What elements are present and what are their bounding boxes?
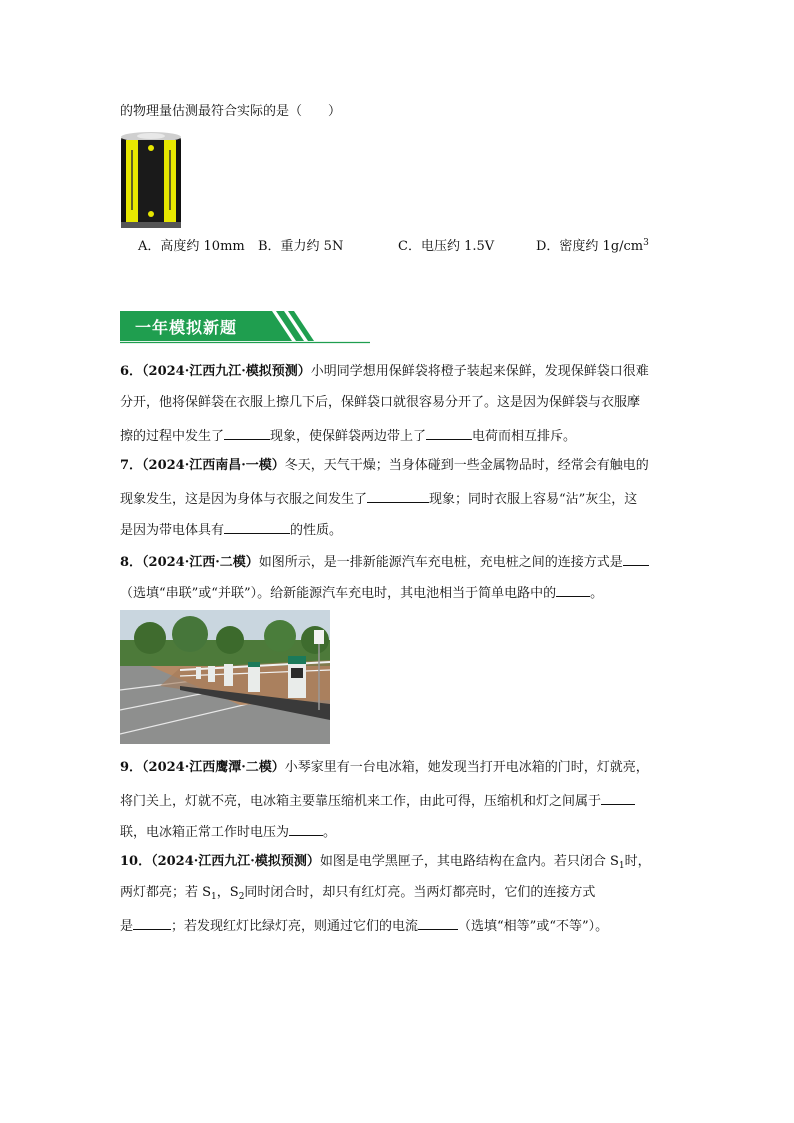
question-10-number: 10． xyxy=(120,854,152,869)
question-10-subscript-1: 1 xyxy=(618,861,625,871)
question-7-source: （2024·江西南昌·一模） xyxy=(142,458,285,473)
question-10-text-2c: 同时闭合时，却只有红灯亮。当两灯都亮时，它们的连接方式 xyxy=(244,885,596,900)
question-10-line-2 xyxy=(120,884,595,902)
question-6-number: 6． xyxy=(120,364,143,379)
question-7-text-3b: 的性质。 xyxy=(290,523,343,538)
question-7-line-2 xyxy=(120,488,637,509)
charging-station-photo xyxy=(120,610,330,744)
question-9-text-2a: 将门关上，灯就不亮，电冰箱主要靠压缩机来工作，由此可得，压缩机和灯之间属于 xyxy=(120,794,602,809)
question-10-text-2b: ，S xyxy=(216,885,239,900)
option-c[interactable]: C．电压约 1.5V xyxy=(398,239,495,254)
question-6-blank-2[interactable] xyxy=(426,425,472,440)
question-9-number: 9． xyxy=(120,760,143,775)
question-10-line-1 xyxy=(120,853,651,871)
question-9-line-2 xyxy=(120,790,635,811)
question-10-subscript-2: 1 xyxy=(211,892,217,902)
question-7-line-3 xyxy=(120,519,342,540)
question-10-text-2a: 两灯都亮；若 S xyxy=(120,885,212,900)
section-title: 一年模拟新题 xyxy=(135,318,238,337)
question-10-blank-2[interactable] xyxy=(418,915,458,930)
question-10-text-3b: ；若发现红灯比绿灯亮，则通过它们的电流 xyxy=(171,919,419,934)
question-10-source: （2024·江西九江·模拟预测） xyxy=(151,854,320,869)
question-6-text-3a: 擦的过程中发生了 xyxy=(120,429,225,444)
question-9-text-1: 小琴家里有一台电冰箱，她发现当打开电冰箱的门时，灯就亮， xyxy=(284,760,649,775)
question-9-line-3 xyxy=(120,821,336,842)
question-6-text-3b: 现象，使保鲜袋两边带上了 xyxy=(270,429,427,444)
option-d-exponent: 3 xyxy=(643,238,649,248)
question-6-text-1: 小明同学想用保鲜袋将橙子装起来保鲜，发现保鲜袋口很难 xyxy=(310,364,649,379)
question-10-text-3a: 是 xyxy=(120,919,134,934)
question-7-number: 7． xyxy=(120,458,143,473)
question-9-line-1 xyxy=(120,759,649,777)
question-10-line-3 xyxy=(120,915,608,936)
option-d-text: D．密度约 1g/cm xyxy=(536,239,644,254)
option-b[interactable]: B．重力约 5N xyxy=(258,239,344,254)
question-8-line-2 xyxy=(120,582,603,603)
question-10-subscript-3: 2 xyxy=(238,892,245,902)
question-5-tail: 的物理量估测最符合实际的是（ ） xyxy=(120,104,342,119)
question-7-blank-2[interactable] xyxy=(224,519,290,534)
option-d[interactable] xyxy=(536,238,649,256)
question-6-line-1 xyxy=(120,363,649,381)
question-8-text-1: 如图所示，是一排新能源汽车充电桩，充电桩之间的连接方式是 xyxy=(258,555,623,570)
question-9-blank-1[interactable] xyxy=(601,790,635,805)
question-9-blank-2[interactable] xyxy=(289,821,323,836)
question-10-text-1a: 如图是电学黑匣子，其电路结构在盒内。若只闭合 S xyxy=(319,854,619,869)
question-6-text-3c: 电荷而相互排斥。 xyxy=(472,429,577,444)
question-7-text-2a: 现象发生，这是因为身体与衣服之间发生了 xyxy=(120,492,368,507)
question-8-text-2a: （选填“串联”或“并联”）。给新能源汽车充电时，其电池相当于简单电路中的 xyxy=(120,586,557,601)
question-8-blank-2[interactable] xyxy=(556,582,590,597)
question-10-text-3c: （选填“相等”或“不等”）。 xyxy=(458,919,609,934)
question-7-text-2b: 现象；同时衣服上容易“沾”灰尘，这 xyxy=(429,492,638,507)
question-6-line-3 xyxy=(120,425,576,446)
question-10-text-1b: 时， xyxy=(624,854,651,869)
question-6-line-2: 分开，他将保鲜袋在衣服上擦几下后，保鲜袋口就很容易分开了。这是因为保鲜袋与衣服摩 xyxy=(120,395,641,410)
question-8-line-1 xyxy=(120,551,649,572)
question-8-source: （2024·江西·二模） xyxy=(142,555,259,570)
question-6-source: （2024·江西九江·模拟预测） xyxy=(142,364,311,379)
question-6-blank-1[interactable] xyxy=(224,425,270,440)
question-7-text-3a: 是因为带电体具有 xyxy=(120,523,225,538)
question-7-text-1: 冬天，天气干燥；当身体碰到一些金属物品时，经常会有触电的 xyxy=(284,458,649,473)
question-8-number: 8． xyxy=(120,555,143,570)
battery-image xyxy=(120,130,182,228)
question-8-blank-1[interactable] xyxy=(623,551,649,566)
question-9-text-3b: 。 xyxy=(323,825,337,840)
question-7-line-1 xyxy=(120,457,649,475)
question-10-blank-1[interactable] xyxy=(133,915,171,930)
question-9-source: （2024·江西鹰潭·二模） xyxy=(142,760,285,775)
question-7-blank-1[interactable] xyxy=(367,488,429,503)
question-9-text-3a: 联，电冰箱正常工作时电压为 xyxy=(120,825,290,840)
question-8-text-2b: 。 xyxy=(590,586,604,601)
option-a[interactable]: A．高度约 10mm xyxy=(138,239,245,254)
